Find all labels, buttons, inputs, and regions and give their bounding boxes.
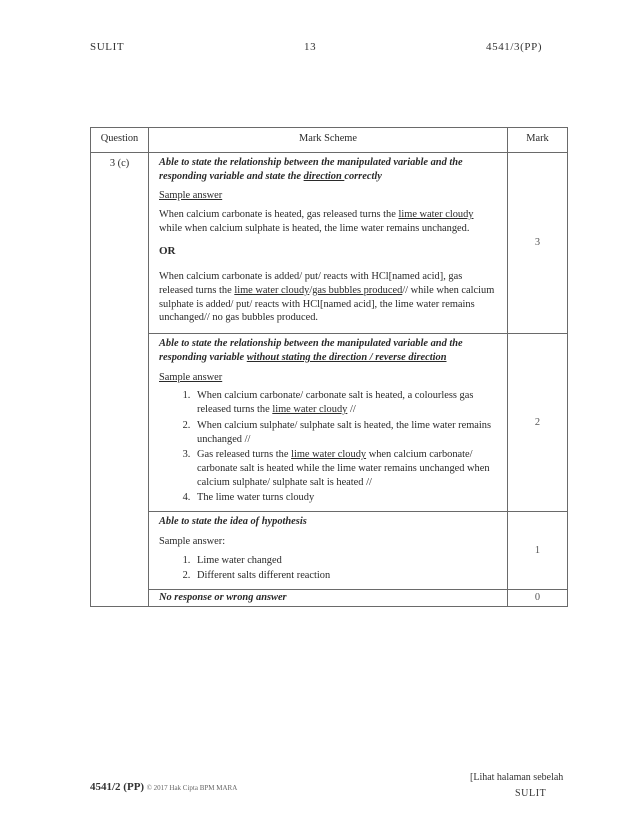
paper-code: 4541/3(PP) [486,41,543,53]
scheme-cell [149,334,508,512]
scheme-row-1-mark [91,512,568,590]
or-label: OR [159,244,176,257]
footer-paper-code: 4541/2 (PP) © 2017 Hak Cipta BPM MARA [90,781,238,793]
answer-paragraph: When calcium carbonate is heated, gas released turns the lime water cloudy while when calcium sulphate is heated, the lime water remains unchanged. [159,209,474,234]
sample-answer-label: Sample answer [159,371,223,383]
copyright-text: © 2017 Hak Cipta BPM MARA [146,784,238,792]
mark-value: 0 [508,590,568,607]
header-classification: SULIT [90,41,125,53]
footer-classification: SULIT [515,788,547,799]
answer-list [159,389,497,505]
scheme-cell [149,153,508,334]
mark-header: Mark [508,128,568,153]
page-number: 13 [304,41,317,53]
question-number: 3 (c) [91,153,149,607]
mark-value: 3 [508,153,568,334]
answer-list [159,554,497,583]
list-item: 1. Lime water changed [193,554,497,568]
table-header-row [91,128,568,153]
criterion-heading: Able to state the relationship between the manipulated variable and the responding variable and state the direction correctly [159,157,463,182]
sample-answer-label: Sample answer [159,190,223,202]
scheme-cell [149,512,508,590]
list-item: 3. Gas released turns the lime water cloudy when calcium carbonate/ carbonate salt is heated while the lime water remains unchanged when calcium sulphate/ sulphate salt is heated // [193,448,497,489]
no-response-text: No response or wrong answer [149,590,508,607]
sample-answer-label: Sample answer: [159,535,226,547]
scheme-row-0-marks [91,590,568,607]
list-item: 4. The lime water turns cloudy [193,491,497,505]
scheme-header: Mark Scheme [149,128,508,153]
mark-value: 1 [508,512,568,590]
list-item: 2. Different salts different reaction [193,569,497,583]
mark-value: 2 [508,334,568,512]
scheme-row-3-marks [91,153,568,334]
question-header: Question [91,128,149,153]
criterion-heading: Able to state the idea of hypothesis [159,516,307,528]
next-page-note: [Lihat halaman sebelah [470,772,564,783]
answer-paragraph-alt: When calcium carbonate is added/ put/ reacts with HCl[named acid], gas released turns the lime water cloudy/gas bubbles produced// while when calcium sulphate is added/ put/ reacts with HCl[named acid], the lime water remains unchanged// no gas bubbles produced. [159,271,495,324]
scheme-row-2-marks [91,334,568,512]
mark-scheme-table [90,127,568,607]
criterion-heading: Able to state the relationship between the manipulated variable and the responding variable without stating the direction / reverse direction [159,338,463,363]
list-item: 1. When calcium carbonate/ carbonate salt is heated, a colourless gas released turns the lime water cloudy // [193,389,497,416]
list-item: 2. When calcium sulphate/ sulphate salt is heated, the lime water remains unchanged // [193,419,497,446]
